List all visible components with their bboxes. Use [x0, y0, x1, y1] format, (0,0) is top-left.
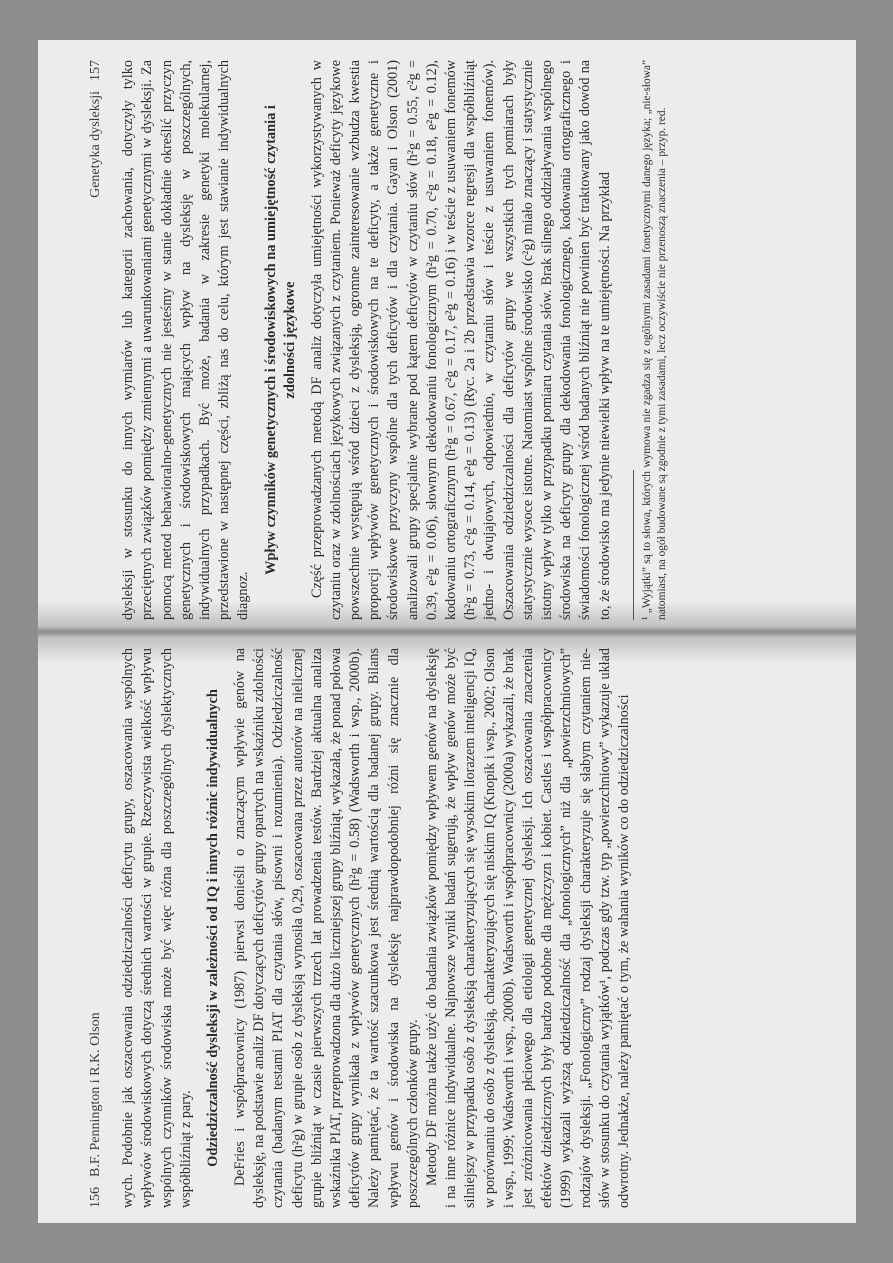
page-number: 156 [88, 1187, 103, 1208]
running-head-title: Genetyka dysleksji [88, 91, 103, 198]
footnote: ¹ „Wyjątki” są to słowa, których wymowa nie zgadza się z ogólnymi zasadami fonetycznymi danego języka; „nie-słowa” natomiast, na ogół budowane są zgodnie z tymi zasadami, lecz oczywiście nie przenoszą znaczenia – przyp. red. [640, 60, 668, 620]
paragraph: DeFries i współpracownicy (1987) pierwsi donieśli o znaczącym wpływie genów na dysleksję, na podstawie analiz DF dotyczących deficytów grupy opartych na wskaźniku zdolności czytania (badanym testami PIAT dla czytania słów, pisowni i rozumienia). Odziedziczalność deficytu (h²g) w grupie osób z dysleksją wynosiła 0,29, oszacowana przez autorów na nielicznej grupie bliźniąt w czasie pierwszych trzech lat prowadzenia testów. Bardziej aktualna analiza wskaźnika PIAT, przeprowadzona dla dużo liczniejszej grupy bliźniąt, wykazała, że ponad połowa deficytów grupy wynikała z wpływów genetycznych (h²g = 0.58) (Wadsworth i wsp., 2000b). Należy pamiętać, że ta wartość szacunkowa jest średnią wartością dla badanej grupy. Bilans wpływu genów i środowiska na dysleksję najprawdopodobniej różni się znacznie dla poszczególnych członków grupy. [232, 648, 421, 1208]
footnote-rule [633, 470, 634, 620]
paragraph: Część przeprowadzanych metodą DF analiz dotyczyła umiejętności wykorzystywanych w czytaniu oraz w zdolnościach językowych związanych z czytaniem. Ponieważ deficyty językowe powszechnie występują wśród dzieci z dysleksją, ogromne zainteresowanie wzbudza kwestia proporcji wpływów genetycznych i środowiskowych na te deficyty, a także genetyczne i środowiskowe przyczyny wspólne dla tych deficytów i dla czytania. Gayan i Olson (2001) analizowali grupy specjalnie wybrane pod kątem deficytów w czytaniu słów (h²g = 0.55, c²g = 0.39, e²g = 0.06), słownym dekodowaniu fonologicznym (h²g = 0.70, c²g = 0.18, e²g = 0.12), kodowaniu ortograficznym (h²g = 0.67, c²g = 0.17, e²g = 0.16) i w teście z usuwaniem fonemów (h²g = 0.73, c²g = 0.14, e²g = 0.13) (Ryc. 2a i 2b przedstawia wzorce regresji dla współbliźniąt jedno- i dwujajowych, odpowiednio, w czytaniu słów i teście z usuwaniem fonemów). Oszacowania odziedziczalności dla deficytów grupy we wszystkich tych pomiarach były statystycznie wysoce istotne. Natomiast wspólne środowisko (c²g) miało znaczący i statystycznie istotny wpływ tylko w przypadku pomiaru czytania słów. Brak silnego oddziaływania wspólnego środowiska na deficyty grupy dla dekodowania fonologicznego, kodowania ortograficznego i świadomości fonologicznej wśród badanych bliźniąt nie powinien być traktowany jako dowód na to, że środowisko ma jedynie niewielki wpływ na te umiejętności. Na przykład [308, 60, 613, 620]
paragraph: wych. Podobnie jak oszacowania odziedziczalności deficytu grupy, oszacowania wspólnych wpływów środowiskowych dotyczą średnich wartości w grupie. Rzeczywista wielkość wpływu wspólnych czynników środowiska może być więc różna dla poszczególnych dyslektycznych współbliźniąt z pary. [120, 648, 194, 1208]
running-header [86, 648, 105, 1208]
running-head-authors: B.F. Pennington i R.K. Olson [88, 1012, 103, 1177]
running-header [86, 60, 105, 620]
page-156 [86, 648, 846, 1208]
book-spread [38, 40, 856, 1223]
paragraph: dysleksji w stosunku do innych wymiarów lub kategorii zachowania, dotyczyły tylko przeciętnych związków pomiędzy zmiennymi a uwarunkowaniami genetycznymi w dysleksji. Za pomocą metod behawioralno-genetycznych nie jesteśmy w stanie dokładnie określić przyczyn genetycznych i środowiskowych mających wpływ na dysleksję w poszczególnych, indywidualnych przypadkach. Być może, badania w zakresie genetyki molekularnej, przedstawione w następnej części, zbliżą nas do celu, którym jest stawianie indywidualnych diagnoz. [120, 60, 252, 620]
paragraph: Metody DF można także użyć do badania związków pomiędzy wpływem genów na dysleksję i na inne różnice indywidualne. Najnowsze wyniki badań sugerują, że wpływ genów może być silniejszy w przypadku osób z dysleksją charakteryzujących się wysokim ilorazem inteligencji IQ, w porównaniu do osób z dysleksją, charakteryzujących się niskim IQ (Knopik i wsp., 2002; Olson i wsp., 1999; Wadsworth i wsp., 2000b). Wadsworth i współpracownicy (2000a) wykazali, że brak jest zróżnicowania płciowego dla etiologii genetycznej dysleksji. Ich oszacowania znaczenia efektów dziedzicznych były bardzo podobne dla mężczyzn i kobiet. Castles i współpracownicy (1999) wykazali wyższą odziedziczalność dla „fonologicznych” niż dla „powierzchniowych” rodzajów dysleksji. „Fonologiczny” rodzaj dysleksji charakteryzuje się słabym czytaniem nie-słów w stosunku do czytania wyjątków¹, podczas gdy tzw. typ „powierzchniowy” wykazuje układ odwrotny. Jednakże, należy pamiętać o tym, że wahania wyników co do odziedziczalności [424, 648, 633, 1208]
section-heading: Odziedziczalność dysleksji w zależności od IQ i innych różnic indywidualnych [205, 689, 222, 1167]
page-157 [86, 60, 846, 620]
section-heading: Wpływ czynników genetycznych i środowiskowych na umiejętność czytania i zdolności językowe [262, 105, 298, 575]
page-number: 157 [88, 60, 103, 81]
